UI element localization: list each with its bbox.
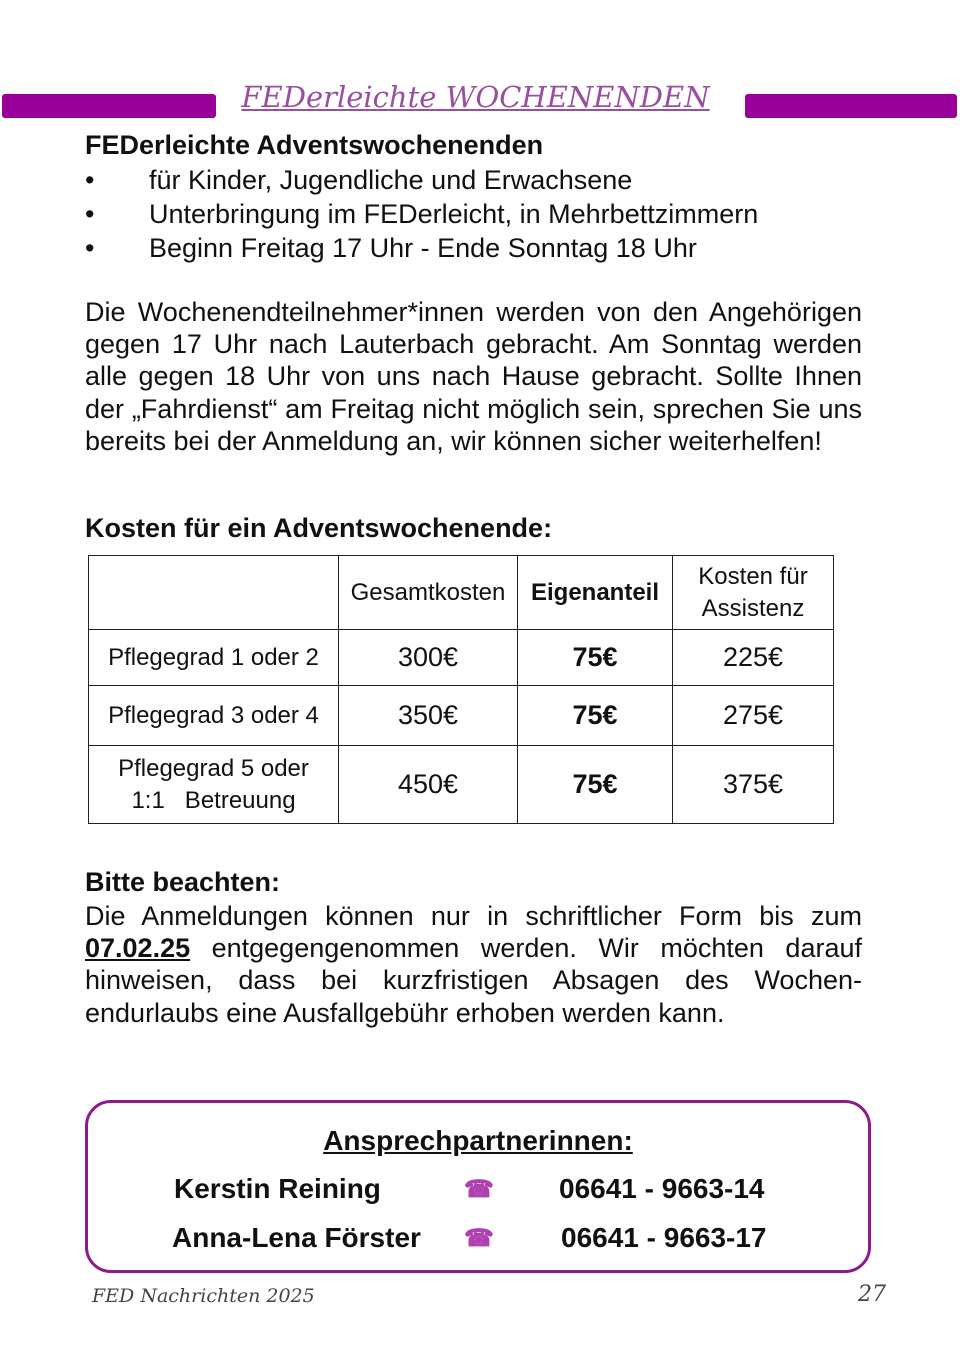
footer-publication: FED Nachrichten 2025 [92,1285,315,1307]
table-row [89,630,834,686]
bullet-text: Beginn Freitag 17 Uhr - Ende Sonntag 18 Uhr [149,233,697,263]
deadline-date: 07.02.25 [85,933,191,964]
header-bar-left [2,94,216,118]
section-heading: FEDerleichte Adventswochenenden [85,130,544,160]
phone-icon: ☎ [464,1225,494,1252]
cell: 75€ [518,686,673,746]
page-title: FEDerleichte WOCHENENDEN [241,80,710,114]
table-row [89,686,834,746]
notice-text: Die Anmeldungen können nur in schriftlicher Form bis zum [85,901,862,931]
cell: 450€ [339,746,518,824]
page-number: 27 [858,1282,886,1307]
notice-heading: Bitte beachten: [85,867,281,897]
bullet-text: Unterbringung im FEDerleicht, in Mehrbettzimmern [149,199,759,229]
cell: 300€ [339,630,518,686]
header-bar-right [745,94,957,118]
header-cell [89,556,339,630]
row-label: Pflegegrad 3 oder 4 [89,686,339,746]
contact-phone: 06641 - 9663-14 [559,1173,765,1204]
costs-heading: Kosten für ein Adventswochenende: [85,513,553,543]
intro-paragraph: Die Wochenendteilnehmer*innen werden von den Angehörigen gegen 17 Uhr nach Lauterbach gebracht. Am Sonntag werden alle gegen 18 Uhr von uns nach Hause gebracht. Sollte Ihnen der „Fahrdienst“ am Freitag nicht möglich sein, sprechen Sie uns bereits bei der Anmeldung an, wir können sicher weiterhelfen! [85,297,862,456]
header-cell: Kosten für Assistenz [673,556,834,630]
table-row [89,746,834,824]
cell: 225€ [673,630,834,686]
cell: 350€ [339,686,518,746]
contact-phone: 06641 - 9663-17 [561,1222,767,1253]
notice-text: entgegengenommen werden. Wir möchten darauf hinweisen, dass bei kurzfristigen Absagen des Wochenendurlaubs eine Ausfallgebühr erhoben werden kann. [85,933,862,1028]
phone-icon: ☎ [464,1176,494,1203]
row-label: Pflegegrad 1 oder 2 [89,630,339,686]
table-header-row [89,556,834,630]
contact-name: Kerstin Reining [174,1173,381,1204]
cell: 75€ [518,746,673,824]
contacts-box [85,1100,871,1273]
costs-table [88,555,834,824]
cell: 375€ [673,746,834,824]
row-label: Pflegegrad 5 oder 1:1 Betreuung [89,746,339,824]
cell: 75€ [518,630,673,686]
contact-name: Anna-Lena Förster [172,1222,421,1253]
contacts-title: Ansprechpartnerinnen: [323,1125,633,1156]
cell: 275€ [673,686,834,746]
notice-paragraph [85,900,862,1029]
page: FEDerleichte WOCHENENDEN FEDerleichte Adventswochenenden • für Kinder, Jugendliche und Erwachsene • Unterbringung im FEDerleicht, in Mehrbettzimmern • Beginn Freitag 17 Uhr - Ende Sonntag 18 Uhr Die Wochenendteilnehmer*innen werden von den Angehörigen gegen 17 Uhr nach Lauterbach gebracht. Am Sonntag werden alle gegen 18 Uhr von uns nach Hause gebracht. Sollte Ihnen der „Fahrdienst“ am Freitag nicht möglich sein, sprechen Sie uns bereits bei der Anmeldung an, wir können sicher weiterhelfen! Kosten für ein Adventswochenende: Gesamtkosten Eigenanteil Kosten für Assistenz Pflegegrad 1 oder 2 300€ 75€ 225€ Pflegegrad 3 oder 4 350€ 75€ 275€ Pflegegrad 5 oder 1:1 Betreuung 450€ 75€ 375€ Bitte beachten: Die Anmeldungen können nur in schriftlicher Form bis zum 07.02.25 entgegengenommen werden. Wir möchten darauf hinweisen, dass bei kurzfristigen Absagen des Wochenendurlaubs eine Ausfallgebühr erhoben werden kann. Ansprechpartnerinnen: Kerstin Reining ☎ 06641 - 9663-14 Anna-Lena Förster ☎ 06641 - 9663-17 FED Nachrichten 2025 27 [0,0,960,1357]
bullet-text: für Kinder, Jugendliche und Erwachsene [149,165,633,195]
header-cell: Eigenanteil [518,556,673,630]
header-cell: Gesamtkosten [339,556,518,630]
